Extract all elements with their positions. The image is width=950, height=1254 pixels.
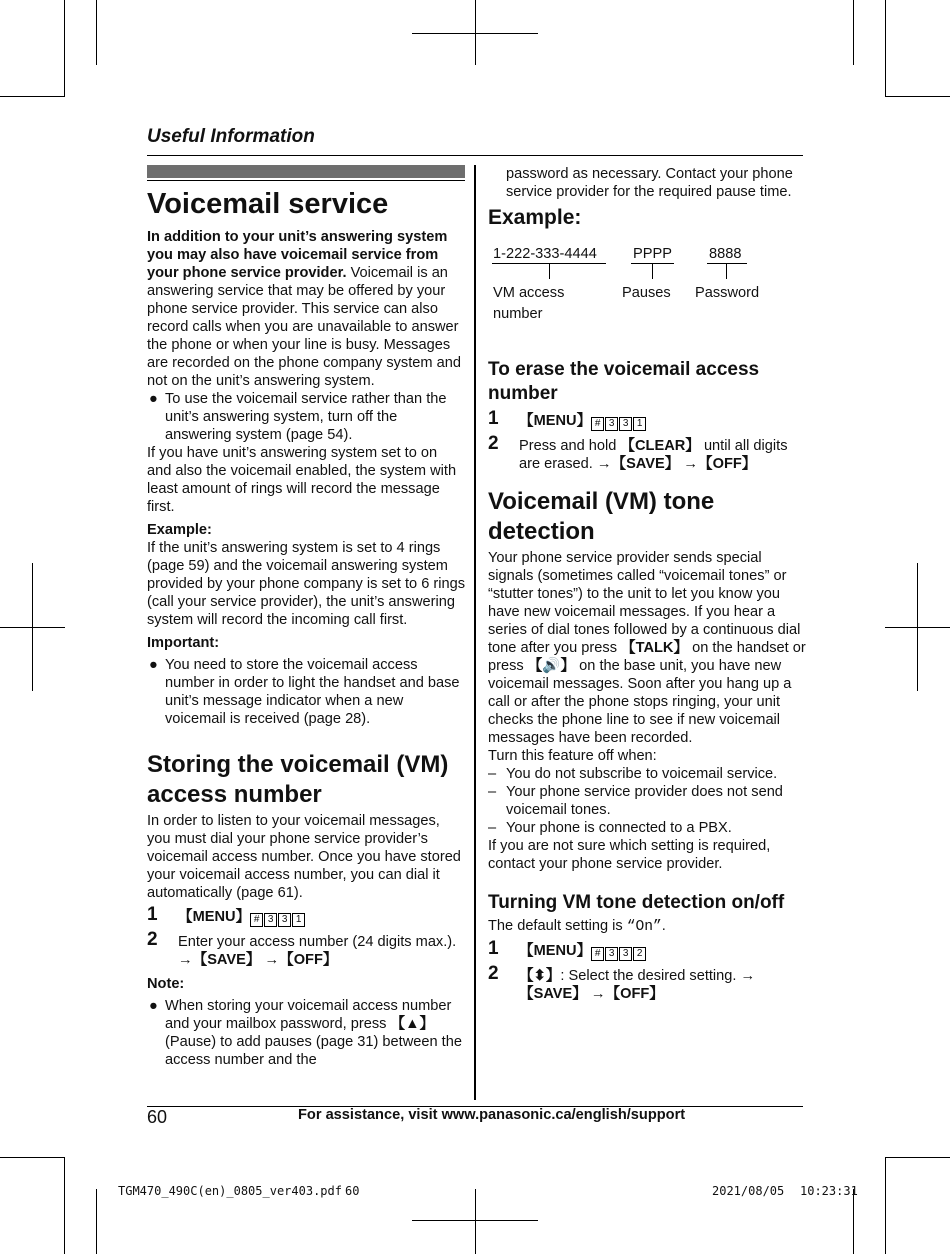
example-heading: Example: — [488, 206, 582, 229]
tone-text-a: Your phone service provider sends special signals (sometimes called “voicemail tones” or “stutter tones”) to the unit to let you know you have new voicemail messages. If you hear a series of dial tones followed by a continuous dial tone after you press — [488, 550, 801, 656]
unsure-text: If you are not sure which setting is required, contact your phone service provider. — [488, 838, 771, 872]
title-bar-rule — [147, 180, 465, 181]
paragraph: If you have unit’s answering system set to on and also the voicemail enabled, the system with least amount of rings will record the message first. — [147, 445, 457, 515]
list-item — [488, 819, 806, 837]
connector — [549, 263, 550, 279]
intro-bold: In addition to your unit’s answering system you may also have voicemail service from your phone service provider. — [147, 229, 448, 281]
title-bar — [147, 165, 465, 178]
step-1 — [488, 408, 806, 431]
default-text — [488, 917, 806, 936]
arrow-icon: → — [590, 986, 606, 1002]
dash-text: Your phone is connected to a PBX. — [506, 820, 732, 836]
bullet-icon: ● — [149, 391, 158, 407]
key-box: 3 — [278, 913, 291, 927]
password-value: 8888 — [709, 246, 742, 262]
step-1 — [147, 904, 465, 927]
header-rule — [147, 155, 803, 156]
arrow-icon: → — [264, 952, 280, 968]
left-column — [147, 165, 465, 1069]
off-key: 【OFF】 — [698, 456, 757, 472]
label-number: number — [493, 306, 543, 322]
key-box: 1 — [292, 913, 305, 927]
underline — [707, 263, 747, 264]
list-item — [147, 997, 465, 1069]
key-box: 3 — [605, 417, 618, 431]
step-number: 1 — [488, 408, 499, 429]
bullet-icon: ● — [149, 657, 158, 673]
section-heading: Voicemail (VM) tone detection — [488, 488, 715, 545]
clear-key: 【CLEAR】 — [620, 438, 700, 454]
dash-icon: – — [488, 784, 497, 800]
tone-paragraph — [488, 549, 806, 747]
arrow-icon: → — [596, 456, 612, 472]
step-text: Enter your access number (24 digits max.). — [178, 934, 457, 950]
label-pauses: Pauses — [622, 285, 671, 301]
off-key: 【OFF】 — [279, 952, 338, 968]
arrow-icon: → — [740, 968, 756, 984]
default-text-a: The default setting is — [488, 918, 627, 934]
assistance-text: For assistance, visit www.panasonic.ca/english/support — [298, 1107, 686, 1123]
step-text-b: until all digits are erased. — [519, 438, 788, 472]
key-box: 3 — [605, 947, 618, 961]
label-vm-access: VM access — [493, 285, 565, 301]
connector — [652, 263, 653, 279]
list-item — [147, 390, 465, 444]
connector — [726, 263, 727, 279]
default-text-b: . — [661, 918, 666, 934]
off-key: 【OFF】 — [605, 986, 664, 1002]
step-1 — [488, 938, 806, 961]
important-label: Important: — [147, 635, 220, 651]
page-number: 60 — [147, 1107, 168, 1127]
tone-text-b: on the handset or press — [488, 640, 806, 674]
list-item — [488, 783, 806, 819]
speaker-key: 【🔊】 — [527, 658, 576, 674]
intro-paragraph — [147, 228, 465, 390]
step-2 — [147, 929, 465, 969]
save-key: 【SAVE】 — [611, 456, 680, 472]
step-number: 2 — [147, 929, 158, 950]
menu-key: 【MENU】 — [519, 413, 592, 429]
step-2 — [488, 433, 806, 473]
arrow-icon: → — [683, 456, 698, 472]
key-box: 3 — [264, 913, 277, 927]
label-password: Password — [695, 285, 760, 301]
step-number: 2 — [488, 433, 499, 454]
dash-icon: – — [488, 766, 497, 782]
section-label: Useful Information — [147, 126, 315, 147]
right-column — [488, 165, 806, 1003]
bullet-text: To use the voicemail service rather than the unit’s answering system, turn off the answering system (page 54). — [165, 391, 447, 443]
note-text-b: (Pause) to add pauses (page 31) between the access number and the — [165, 1034, 462, 1068]
key-box: 3 — [619, 947, 632, 961]
bullet-text: You need to store the voicemail access number in order to light the handset and base unit’s message indicator when a new voicemail is received (page 28). — [165, 657, 460, 727]
dash-text: Your phone service provider does not send voicemail tones. — [506, 784, 783, 818]
step-number: 1 — [147, 904, 158, 925]
default-value: “On” — [626, 919, 662, 935]
pauses-value: PPPP — [633, 246, 672, 262]
note-text-a: When storing your voicemail access number and your mailbox password, press — [165, 998, 452, 1032]
key-box: # — [591, 947, 604, 961]
slug-file: TGM470_490C(en)_0805_ver403.pdf — [118, 1184, 342, 1198]
list-item — [488, 765, 806, 783]
page-title: Voicemail service — [147, 188, 389, 220]
section-heading: Turning VM tone detection on/off — [488, 892, 785, 913]
menu-key: 【MENU】 — [178, 909, 251, 925]
key-box: # — [250, 913, 263, 927]
turn-off-text: Turn this feature off when: — [488, 748, 657, 764]
talk-key: 【TALK】 — [621, 640, 689, 656]
navigator-key: 【⬍】 — [519, 968, 561, 984]
key-box: # — [591, 417, 604, 431]
number-diagram — [488, 237, 806, 332]
list-item — [147, 656, 465, 728]
example-text: If the unit’s answering system is set to 4 rings (page 59) and the voicemail answering system provided by your phone company is set to 6 rings (call your service provider), the unit’s answering system will record the incoming call first. — [147, 540, 465, 628]
save-key: 【SAVE】 — [192, 952, 261, 968]
bullet-icon: ● — [149, 998, 158, 1014]
step-2 — [488, 963, 806, 1003]
key-box: 2 — [633, 947, 646, 961]
slug-time: 10:23:31 — [800, 1184, 858, 1198]
save-key: 【SAVE】 — [519, 986, 587, 1002]
section-heading: To erase the voicemail access number — [488, 359, 760, 404]
step-number: 1 — [488, 938, 499, 959]
arrow-icon: → — [178, 952, 193, 968]
step-text: : Select the desired setting. — [560, 968, 737, 984]
continued-text: password as necessary. Contact your phone service provider for the required pause time. — [506, 166, 793, 200]
key-box: 3 — [619, 417, 632, 431]
note-label: Note: — [147, 976, 185, 992]
access-number: 1-222-333-4444 — [493, 246, 597, 262]
column-divider — [474, 165, 476, 1100]
pause-key: 【▲】 — [390, 1016, 435, 1032]
storing-paragraph: In order to listen to your voicemail messages, you must dial your phone service provider’s voicemail access number. Once you have stored your voicemail access number, you can dial it automatically (page 61). — [147, 813, 461, 901]
step-number: 2 — [488, 963, 499, 984]
slug-page: 60 — [345, 1184, 360, 1198]
intro-rest: Voicemail is an answering service that may be offered by your phone service provider. This service can also record calls when you are unavailable to answer the phone or when your line is busy. Messages are recorded on the phone company system and not on the unit’s answering system. — [147, 265, 461, 389]
tone-text-c: on the base unit, you have new voicemail messages. Soon after you hang up a call or after the phone stops ringing, your unit checks the phone line to see if new voicemail messages have been recorded. — [488, 658, 792, 746]
key-box: 1 — [633, 417, 646, 431]
menu-key: 【MENU】 — [519, 943, 592, 959]
slug-date: 2021/08/05 — [712, 1184, 785, 1198]
dash-text: You do not subscribe to voicemail service. — [506, 766, 778, 782]
step-text-a: Press and hold — [519, 438, 621, 454]
section-heading: Storing the voicemail (VM) access number — [147, 751, 449, 808]
dash-icon: – — [488, 820, 497, 836]
example-label: Example: — [147, 522, 212, 538]
